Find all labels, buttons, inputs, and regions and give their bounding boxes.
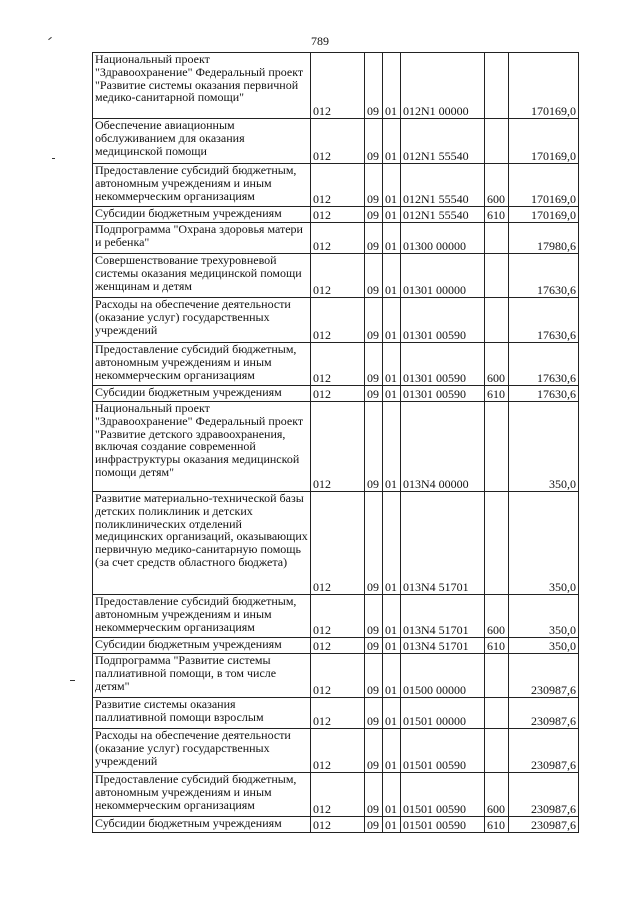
row-ved-code: 012 — [311, 773, 365, 817]
table-row — [93, 654, 579, 698]
row-amount: 350,0 — [509, 638, 579, 654]
row-section-code: 09 — [365, 773, 383, 817]
row-ved-code: 012 — [311, 298, 365, 343]
table-row — [93, 638, 579, 654]
row-target-article-code: 012N1 55540 — [401, 164, 485, 207]
row-ved-code: 012 — [311, 343, 365, 386]
table-row — [93, 595, 579, 638]
table-row — [93, 119, 579, 164]
row-section-code: 09 — [365, 698, 383, 729]
row-amount: 230987,6 — [509, 729, 579, 773]
row-amount: 230987,6 — [509, 698, 579, 729]
row-section-code: 09 — [365, 729, 383, 773]
row-ved-code: 012 — [311, 817, 365, 833]
row-name: Субсидии бюджетным учреждениям — [93, 817, 311, 833]
row-ved-code: 012 — [311, 254, 365, 298]
row-expense-type-code — [485, 654, 509, 698]
row-target-article-code: 01301 00590 — [401, 343, 485, 386]
row-target-article-code: 01301 00590 — [401, 298, 485, 343]
row-target-article-code: 013N4 51701 — [401, 638, 485, 654]
row-expense-type-code: 610 — [485, 386, 509, 402]
row-section-code: 09 — [365, 654, 383, 698]
row-subsection-code: 01 — [383, 53, 401, 119]
row-target-article-code: 01501 00590 — [401, 817, 485, 833]
row-ved-code: 012 — [311, 207, 365, 223]
row-ved-code: 012 — [311, 223, 365, 254]
row-subsection-code: 01 — [383, 595, 401, 638]
row-expense-type-code — [485, 492, 509, 595]
row-expense-type-code — [485, 402, 509, 492]
row-name: Предоставление субсидий бюджетным, автономным учреждениям и иным некоммерческим организациям — [93, 773, 311, 817]
row-subsection-code: 01 — [383, 207, 401, 223]
row-section-code: 09 — [365, 595, 383, 638]
row-ved-code: 012 — [311, 638, 365, 654]
row-ved-code: 012 — [311, 119, 365, 164]
row-subsection-code: 01 — [383, 638, 401, 654]
row-section-code: 09 — [365, 119, 383, 164]
row-expense-type-code: 600 — [485, 343, 509, 386]
table-row — [93, 386, 579, 402]
row-expense-type-code — [485, 254, 509, 298]
row-ved-code: 012 — [311, 386, 365, 402]
row-name: Развитие системы оказания паллиативной помощи взрослым — [93, 698, 311, 729]
row-subsection-code: 01 — [383, 254, 401, 298]
row-name: Субсидии бюджетным учреждениям — [93, 386, 311, 402]
row-subsection-code: 01 — [383, 386, 401, 402]
row-amount: 350,0 — [509, 492, 579, 595]
row-ved-code: 012 — [311, 654, 365, 698]
row-name: Подпрограмма "Развитие системы паллиативной помощи, в том числе детям" — [93, 654, 311, 698]
row-amount: 230987,6 — [509, 773, 579, 817]
row-section-code: 09 — [365, 223, 383, 254]
row-expense-type-code — [485, 698, 509, 729]
row-section-code: 09 — [365, 254, 383, 298]
row-section-code: 09 — [365, 492, 383, 595]
row-ved-code: 012 — [311, 729, 365, 773]
table-row — [93, 53, 579, 119]
row-expense-type-code — [485, 298, 509, 343]
row-amount: 17630,6 — [509, 298, 579, 343]
row-amount: 17980,6 — [509, 223, 579, 254]
page-number: 789 — [311, 34, 329, 48]
row-expense-type-code — [485, 223, 509, 254]
row-target-article-code: 01300 00000 — [401, 223, 485, 254]
budget-table-body — [93, 53, 579, 833]
table-row — [93, 492, 579, 595]
row-subsection-code: 01 — [383, 298, 401, 343]
row-name: Расходы на обеспечение деятельности (оказание услуг) государственных учреждений — [93, 298, 311, 343]
row-amount: 350,0 — [509, 402, 579, 492]
row-target-article-code: 01501 00590 — [401, 773, 485, 817]
row-target-article-code: 012N1 55540 — [401, 207, 485, 223]
row-expense-type-code: 610 — [485, 207, 509, 223]
row-subsection-code: 01 — [383, 402, 401, 492]
scan-mark — [52, 158, 55, 159]
table-row — [93, 164, 579, 207]
row-target-article-code: 012N1 00000 — [401, 53, 485, 119]
row-expense-type-code: 600 — [485, 595, 509, 638]
row-section-code: 09 — [365, 638, 383, 654]
table-row — [93, 773, 579, 817]
row-expense-type-code: 600 — [485, 164, 509, 207]
row-name: Развитие материально-технической базы детских поликлиник и детских поликлинических отделений медицинских организаций, оказывающих первичную медико-санитарную помощь (за счет средств областного бюджета) — [93, 492, 311, 595]
table-row — [93, 298, 579, 343]
row-section-code: 09 — [365, 53, 383, 119]
row-expense-type-code — [485, 53, 509, 119]
row-subsection-code: 01 — [383, 817, 401, 833]
row-expense-type-code — [485, 729, 509, 773]
table-row — [93, 402, 579, 492]
row-target-article-code: 013N4 51701 — [401, 492, 485, 595]
table-row — [93, 817, 579, 833]
row-ved-code: 012 — [311, 402, 365, 492]
row-target-article-code: 01501 00590 — [401, 729, 485, 773]
row-amount: 170169,0 — [509, 119, 579, 164]
row-subsection-code: 01 — [383, 698, 401, 729]
row-expense-type-code: 610 — [485, 817, 509, 833]
row-target-article-code: 01500 00000 — [401, 654, 485, 698]
table-row — [93, 698, 579, 729]
row-target-article-code: 013N4 51701 — [401, 595, 485, 638]
row-amount: 170169,0 — [509, 53, 579, 119]
row-subsection-code: 01 — [383, 654, 401, 698]
row-ved-code: 012 — [311, 595, 365, 638]
row-amount: 17630,6 — [509, 254, 579, 298]
row-section-code: 09 — [365, 402, 383, 492]
row-name: Предоставление субсидий бюджетным, автономным учреждениям и иным некоммерческим организациям — [93, 595, 311, 638]
row-amount: 170169,0 — [509, 207, 579, 223]
scan-mark — [70, 680, 75, 681]
row-amount: 350,0 — [509, 595, 579, 638]
row-target-article-code: 01501 00000 — [401, 698, 485, 729]
row-name: Обеспечение авиационным обслуживанием для оказания медицинской помощи — [93, 119, 311, 164]
table-row — [93, 729, 579, 773]
row-name: Совершенствование трехуровневой системы оказания медицинской помощи женщинам и детям — [93, 254, 311, 298]
row-ved-code: 012 — [311, 698, 365, 729]
row-subsection-code: 01 — [383, 164, 401, 207]
row-name: Субсидии бюджетным учреждениям — [93, 638, 311, 654]
row-name: Подпрограмма "Охрана здоровья матери и ребенка" — [93, 223, 311, 254]
table-row — [93, 223, 579, 254]
row-section-code: 09 — [365, 164, 383, 207]
row-name: Предоставление субсидий бюджетным, автономным учреждениям и иным некоммерческим организациям — [93, 343, 311, 386]
row-amount: 17630,6 — [509, 386, 579, 402]
row-name: Национальный проект "Здравоохранение" Федеральный проект "Развитие системы оказания первичной медико-санитарной помощи" — [93, 53, 311, 119]
row-amount: 230987,6 — [509, 817, 579, 833]
row-subsection-code: 01 — [383, 729, 401, 773]
row-name: Субсидии бюджетным учреждениям — [93, 207, 311, 223]
row-name: Расходы на обеспечение деятельности (оказание услуг) государственных учреждений — [93, 729, 311, 773]
row-expense-type-code: 610 — [485, 638, 509, 654]
row-section-code: 09 — [365, 298, 383, 343]
row-section-code: 09 — [365, 386, 383, 402]
row-subsection-code: 01 — [383, 492, 401, 595]
row-section-code: 09 — [365, 207, 383, 223]
row-subsection-code: 01 — [383, 773, 401, 817]
row-target-article-code: 01301 00590 — [401, 386, 485, 402]
row-amount: 17630,6 — [509, 343, 579, 386]
row-target-article-code: 013N4 00000 — [401, 402, 485, 492]
row-expense-type-code — [485, 119, 509, 164]
row-section-code: 09 — [365, 817, 383, 833]
row-ved-code: 012 — [311, 53, 365, 119]
table-row — [93, 254, 579, 298]
row-name: Предоставление субсидий бюджетным, автономным учреждениям и иным некоммерческим организациям — [93, 164, 311, 207]
table-row — [93, 343, 579, 386]
budget-table — [92, 52, 579, 833]
row-name: Национальный проект "Здравоохранение" Федеральный проект "Развитие детского здравоохранения, включая создание современной инфраструктуры оказания медицинской помощи детям" — [93, 402, 311, 492]
row-ved-code: 012 — [311, 492, 365, 595]
row-target-article-code: 01301 00000 — [401, 254, 485, 298]
row-subsection-code: 01 — [383, 343, 401, 386]
row-ved-code: 012 — [311, 164, 365, 207]
row-amount: 170169,0 — [509, 164, 579, 207]
row-target-article-code: 012N1 55540 — [401, 119, 485, 164]
row-expense-type-code: 600 — [485, 773, 509, 817]
row-subsection-code: 01 — [383, 119, 401, 164]
table-row — [93, 207, 579, 223]
row-amount: 230987,6 — [509, 654, 579, 698]
row-subsection-code: 01 — [383, 223, 401, 254]
row-section-code: 09 — [365, 343, 383, 386]
